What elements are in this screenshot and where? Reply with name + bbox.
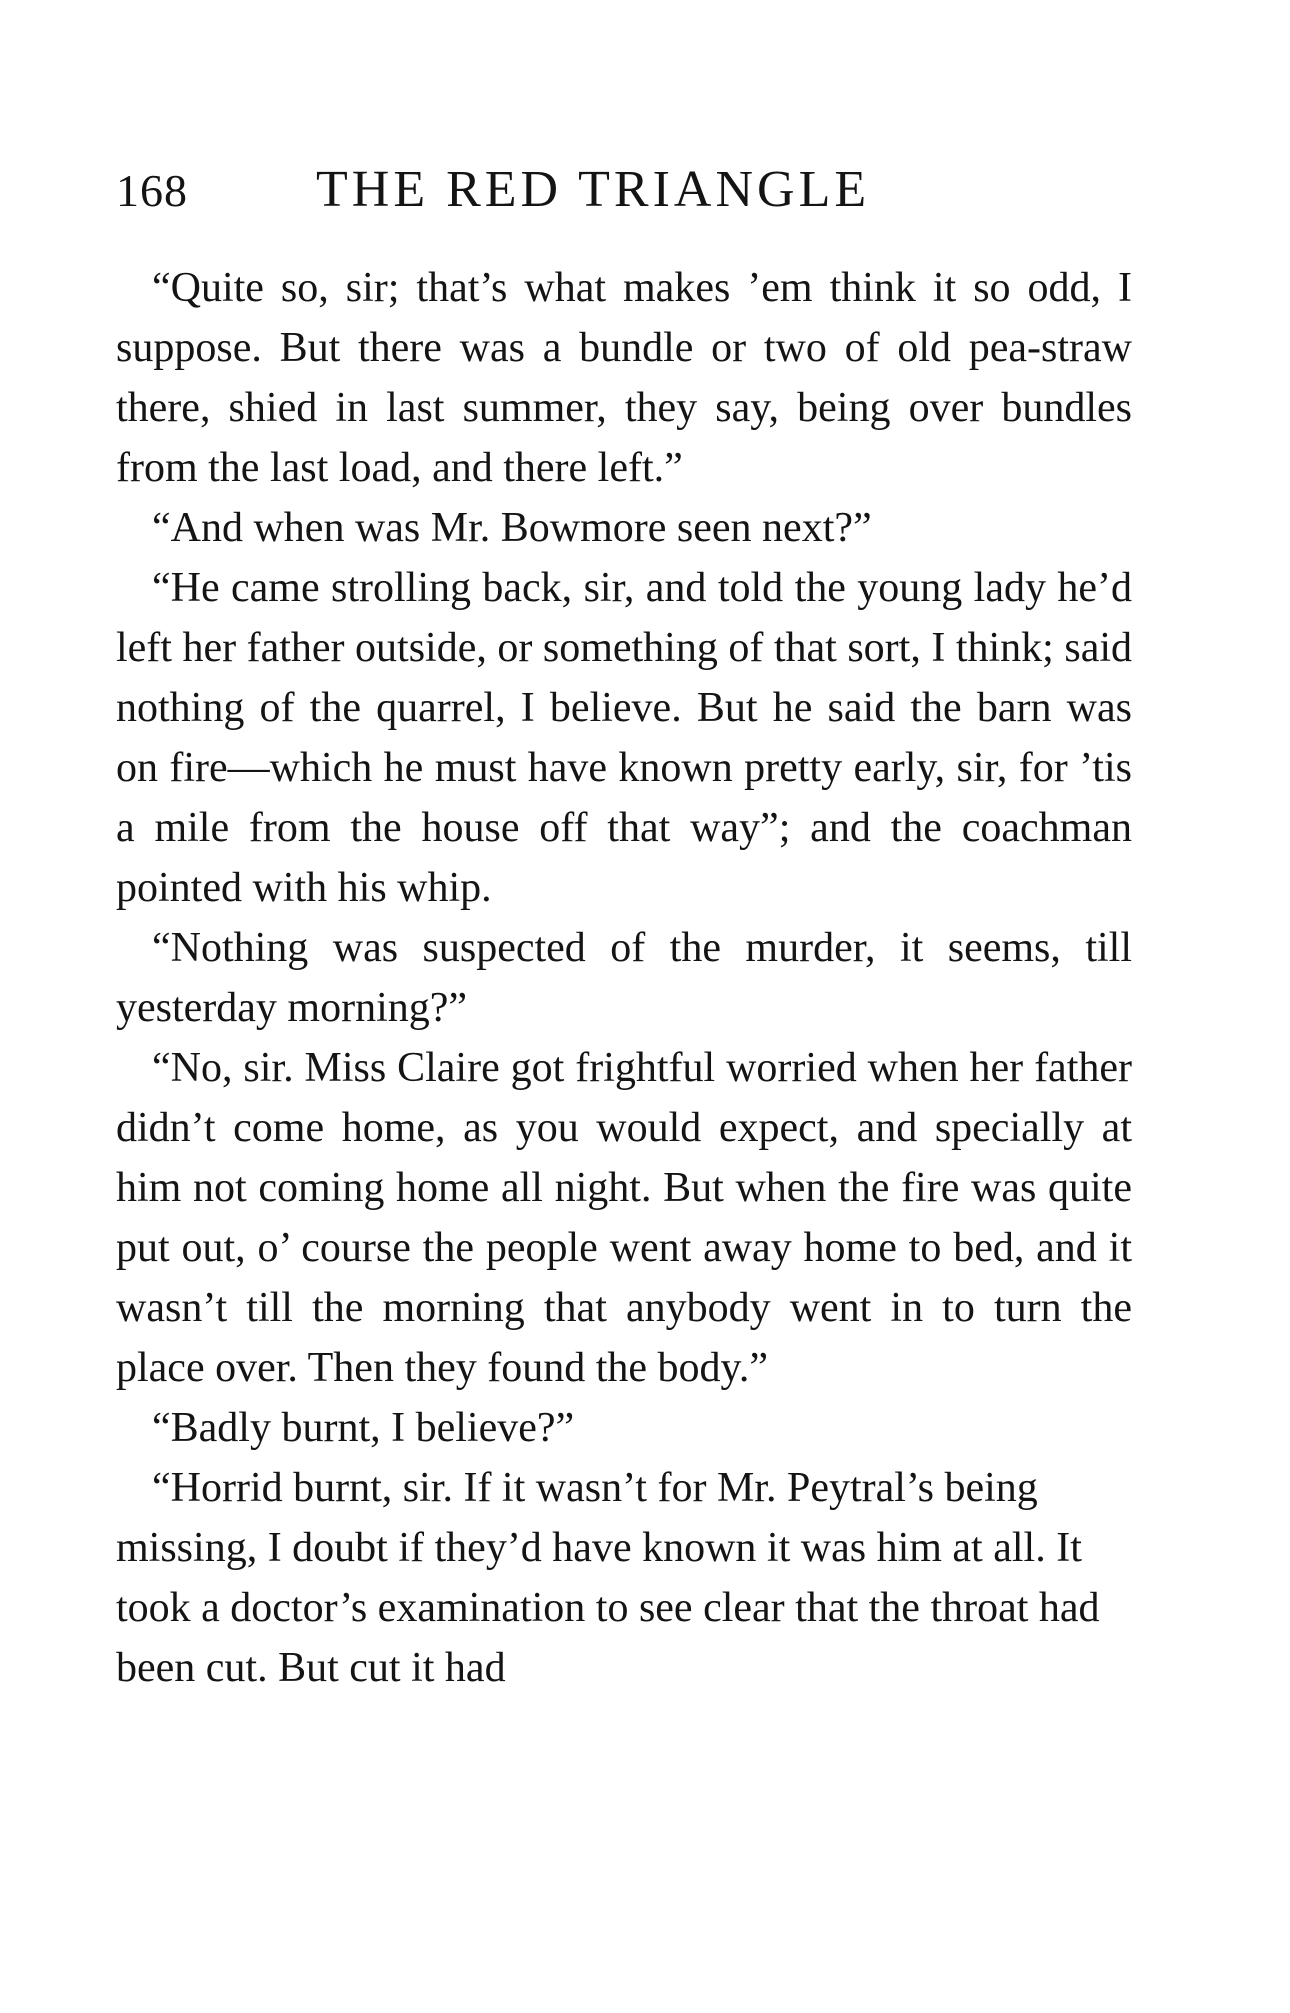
paragraph-1: “Quite so, sir; that’s what makes ’em think it so odd, I suppose. But there was a bundle or two of old pea-straw there, shied in last summer, they say, being over bundles from the last load, and there left.”	[116, 265, 1132, 491]
body-text	[116, 258, 1132, 1698]
paragraph-6: “Badly burnt, I believe?”	[152, 1405, 575, 1451]
page-number: 168	[116, 165, 188, 216]
paragraph-4: “Nothing was suspected of the murder, it seems, till yesterday morning?”	[116, 925, 1132, 1031]
paragraph-3: “He came strolling back, sir, and told the young lady he’d left her father outside, or something of that sort, I think; said nothing of the quarrel, I believe. But he said the barn was on fire—which he must have known pretty early, sir, for ’tis a mile from the house off that way”; and the coachman pointed with his whip.	[116, 565, 1132, 911]
running-title: THE RED TRIANGLE	[316, 161, 871, 218]
page-header	[116, 160, 1136, 240]
paragraph-5: “No, sir. Miss Claire got frightful worried when her father didn’t come home, as you would expect, and specially at him not coming home all night. But when the fire was quite put out, o’ course the people went away home to bed, and it wasn’t till the morning that anybody went in to turn the place over. Then they found the body.”	[116, 1045, 1132, 1391]
paragraph-7: “Horrid burnt, sir. If it wasn’t for Mr. Peytral’s being missing, I doubt if they’d have known it was him at all. It took a doctor’s examination to see clear that the throat had been cut. But cut it had	[116, 1465, 1100, 1691]
paragraph-2: “And when was Mr. Bowmore seen next?”	[152, 505, 872, 551]
